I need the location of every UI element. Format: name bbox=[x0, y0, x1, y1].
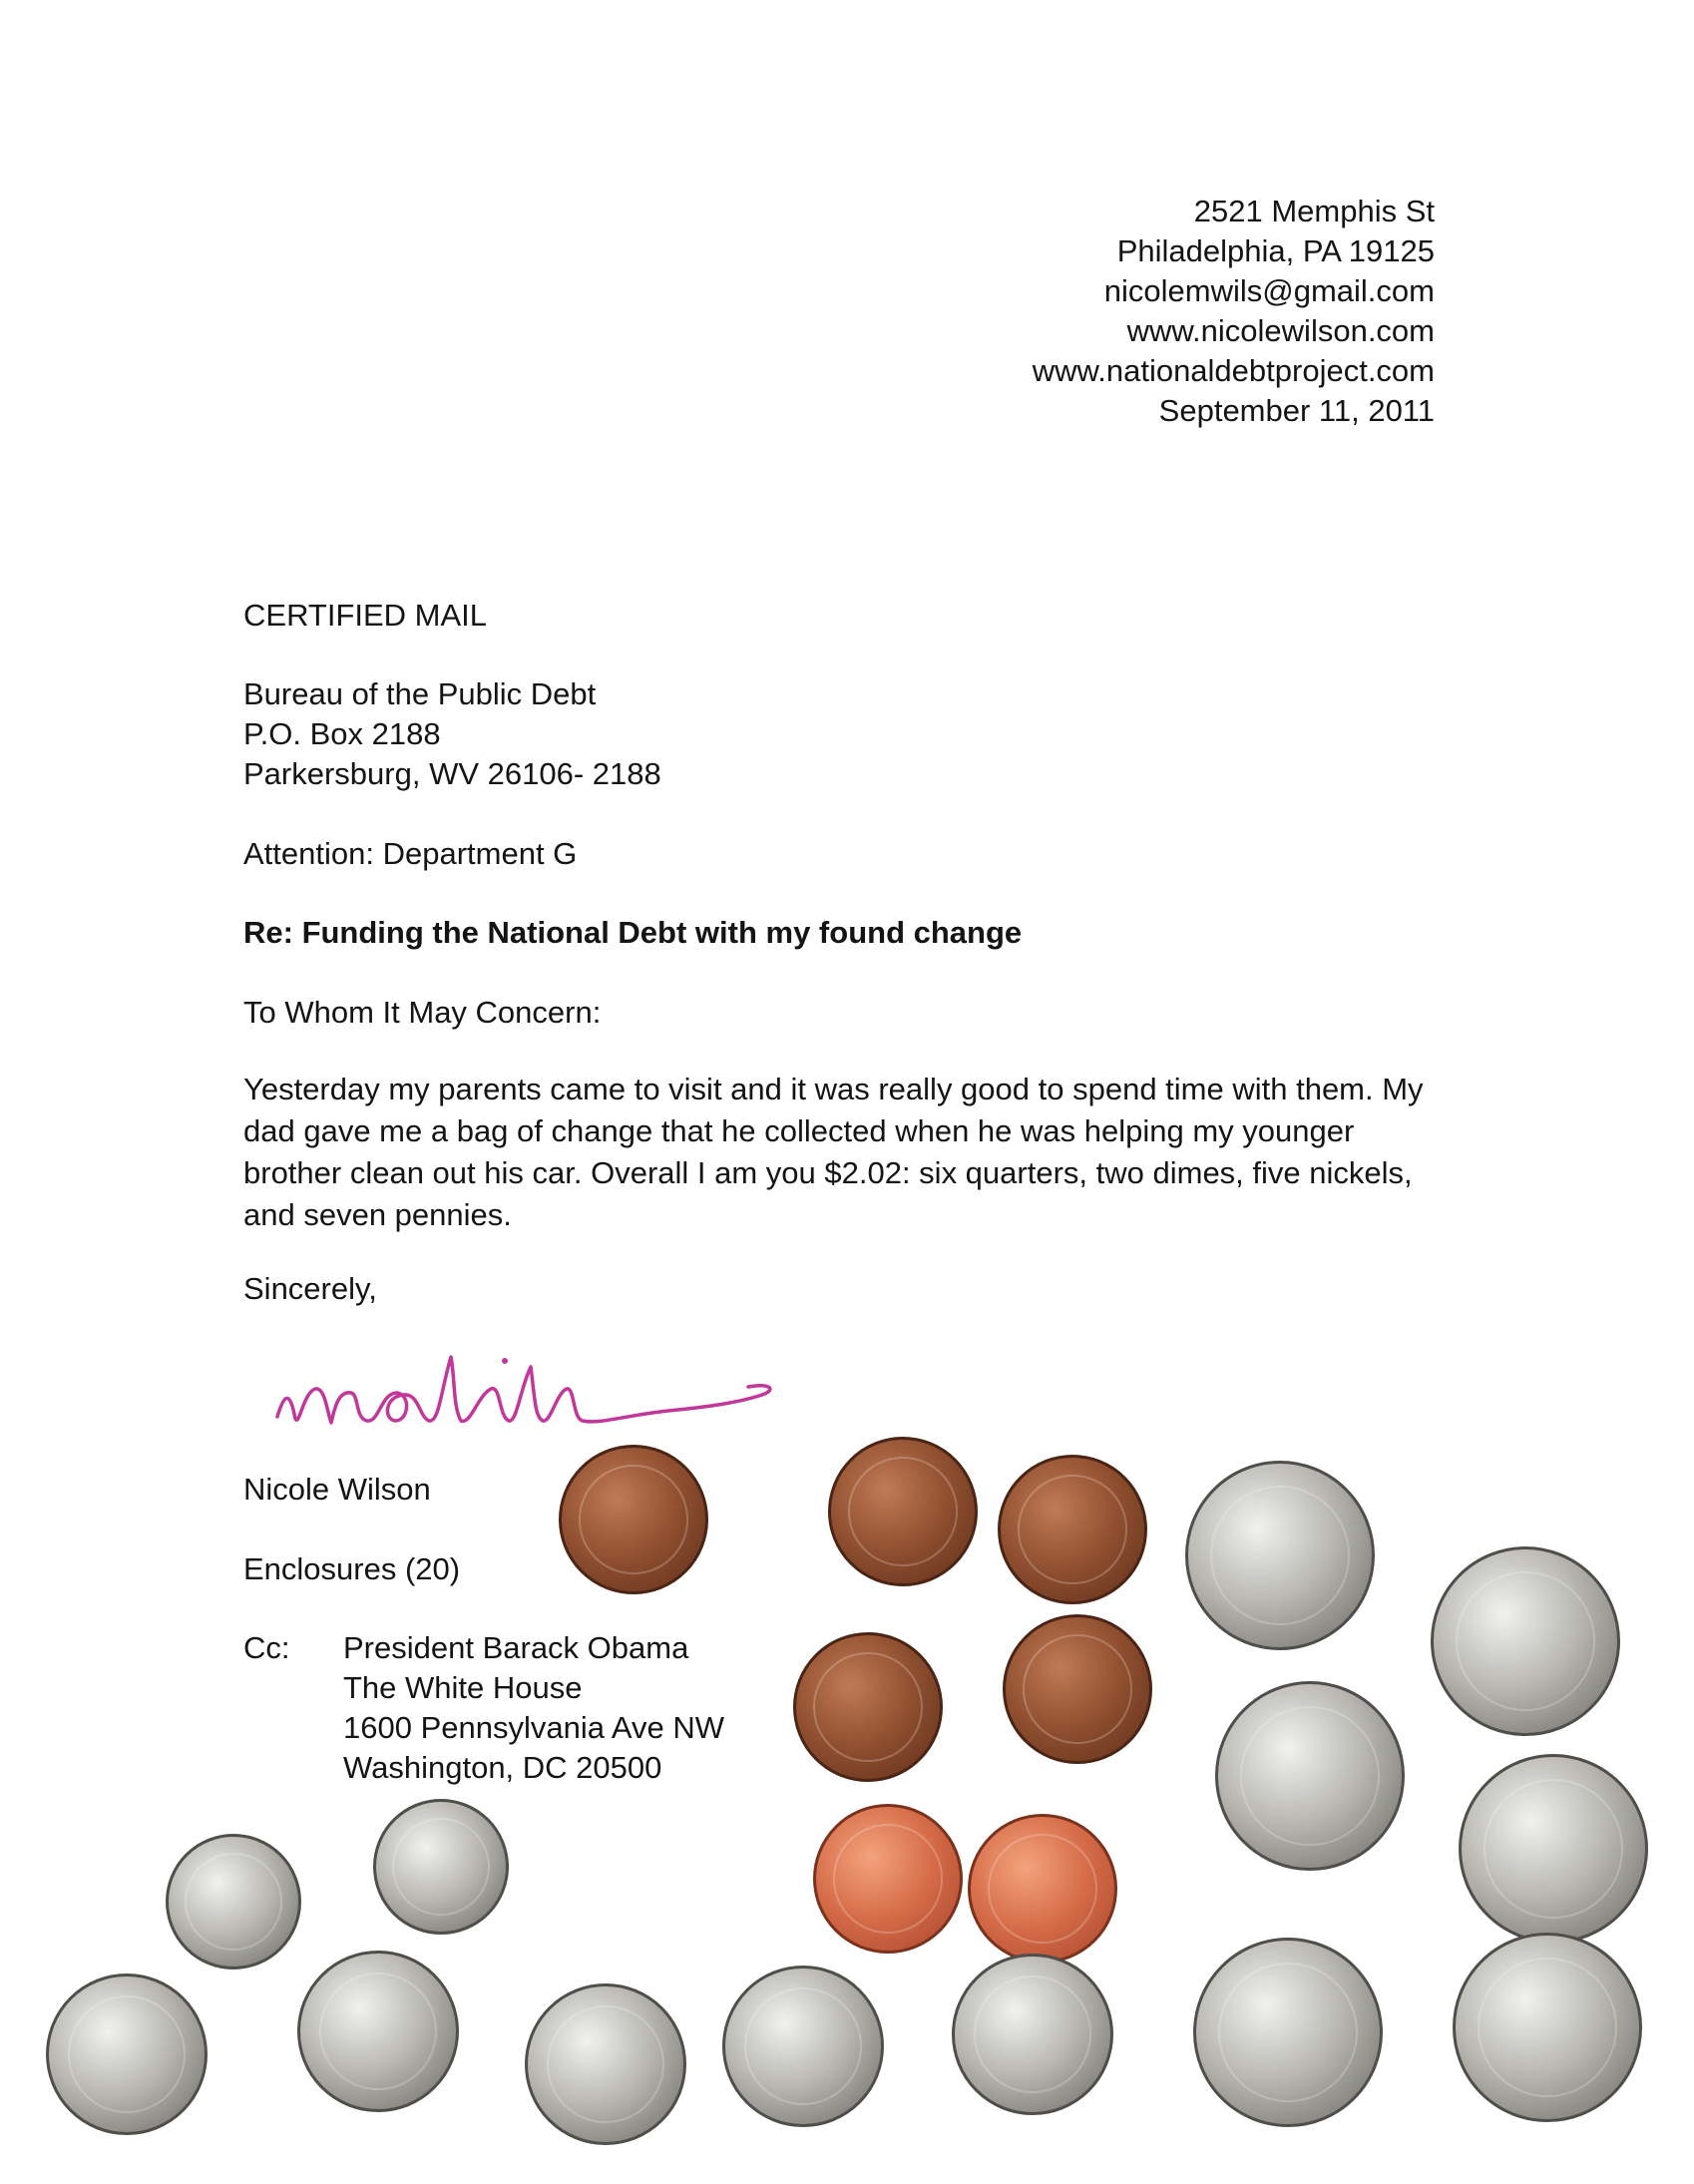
attention-line: Attention: Department G bbox=[243, 836, 578, 871]
recipient-city-state-zip: Parkersburg, WV 26106- 2188 bbox=[243, 756, 661, 791]
sender-website-personal: www.nicolewilson.com bbox=[1126, 313, 1435, 348]
recipient-po-box: P.O. Box 2188 bbox=[243, 716, 441, 751]
nickel-coin bbox=[952, 1954, 1113, 2115]
penny-coin bbox=[968, 1814, 1117, 1964]
sender-address-block bbox=[1033, 192, 1435, 431]
penny-coin bbox=[793, 1632, 943, 1782]
penny-coin bbox=[813, 1804, 963, 1954]
penny-coin bbox=[1003, 1614, 1152, 1764]
cc-recipient-office: The White House bbox=[343, 1670, 583, 1705]
dime-coin bbox=[373, 1799, 509, 1935]
quarter-coin bbox=[1185, 1461, 1375, 1650]
cc-label: Cc: bbox=[243, 1630, 290, 1665]
recipient-address-block bbox=[243, 674, 661, 794]
mail-type: CERTIFIED MAIL bbox=[243, 598, 488, 633]
cc-recipient-street: 1600 Pennsylvania Ave NW bbox=[343, 1710, 724, 1745]
nickel-coin bbox=[525, 1983, 686, 2145]
letter-date: September 11, 2011 bbox=[1158, 393, 1435, 428]
closing: Sincerely, bbox=[243, 1271, 377, 1306]
signer-name: Nicole Wilson bbox=[243, 1472, 431, 1507]
nickel-coin bbox=[46, 1973, 208, 2135]
sender-city-state-zip: Philadelphia, PA 19125 bbox=[1116, 233, 1435, 268]
recipient-name: Bureau of the Public Debt bbox=[243, 676, 597, 711]
penny-coin bbox=[828, 1437, 978, 1586]
nickel-coin bbox=[297, 1951, 459, 2112]
dime-coin bbox=[166, 1834, 301, 1969]
quarter-coin bbox=[1459, 1754, 1648, 1944]
quarter-coin bbox=[1193, 1938, 1383, 2127]
nickel-coin bbox=[722, 1966, 884, 2127]
cc-recipient-name: President Barack Obama bbox=[343, 1630, 689, 1665]
penny-coin bbox=[559, 1445, 708, 1594]
handwritten-signature bbox=[269, 1327, 788, 1447]
letter-body: Yesterday my parents came to visit and it was really good to spend time with them. My dad gave me a bag of change that he collected when he was helping my younger brother clean out his car. Overall I am you $2.02: six quarters, two dimes, five nickels, and seven pennies. bbox=[243, 1072, 1424, 1232]
salutation: To Whom It May Concern: bbox=[243, 995, 602, 1030]
quarter-coin bbox=[1431, 1546, 1620, 1736]
subject-line: Re: Funding the National Debt with my found change bbox=[243, 915, 1023, 950]
quarter-coin bbox=[1215, 1681, 1405, 1871]
sender-email: nicolemwils@gmail.com bbox=[1103, 273, 1435, 308]
cc-block bbox=[243, 1628, 724, 1788]
sender-website-project: www.nationaldebtproject.com bbox=[1032, 353, 1435, 388]
cc-recipient-city: Washington, DC 20500 bbox=[343, 1750, 662, 1785]
quarter-coin bbox=[1453, 1933, 1642, 2122]
enclosures-line: Enclosures (20) bbox=[243, 1551, 461, 1586]
penny-coin bbox=[998, 1455, 1147, 1604]
sender-street: 2521 Memphis St bbox=[1193, 194, 1435, 228]
